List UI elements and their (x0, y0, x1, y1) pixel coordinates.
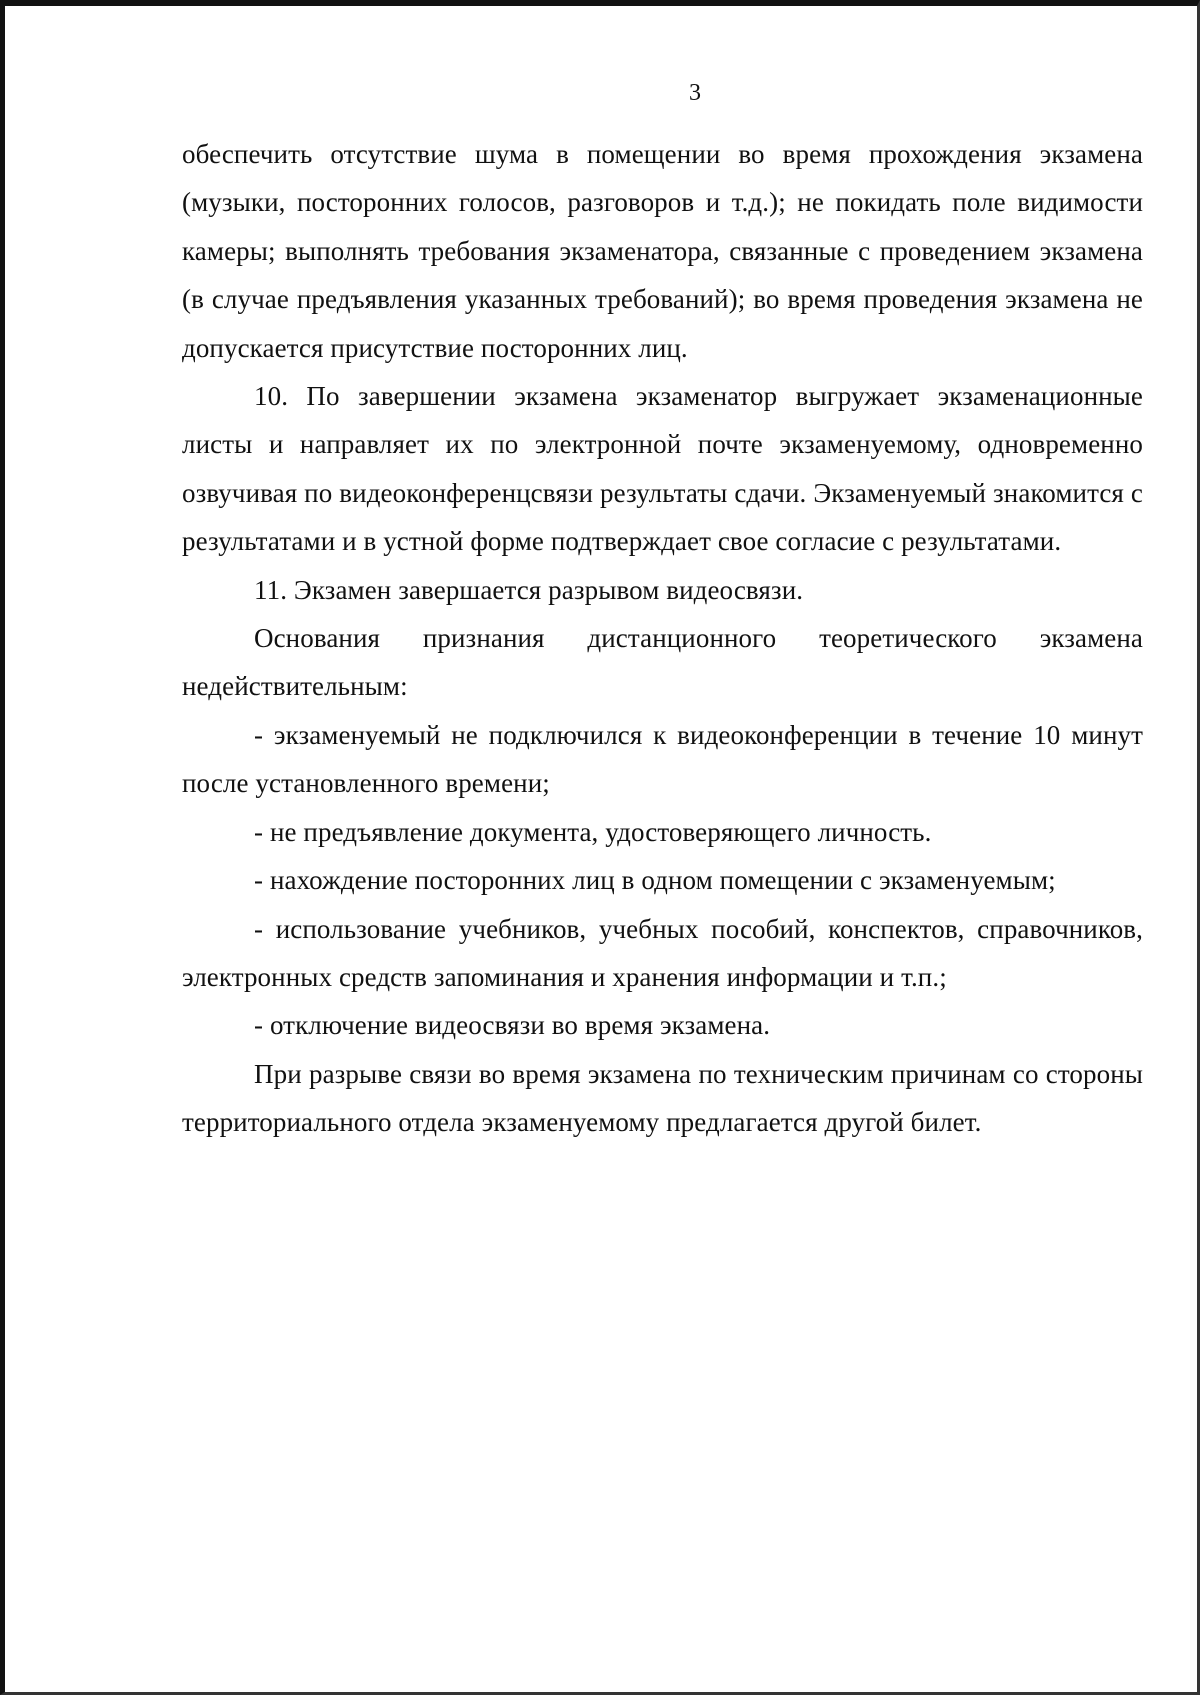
paragraph-item-10: 10. По завершении экзамена экзаменатор выгружает экзаменационные листы и направляет их по электронной почте экзаменуемому, одновременно озвучивая по видеоконференцсвязи результаты сдачи. Экзаменуемый знакомится с результатами и в устной форме подтверждает свое согласие с результатами. (182, 381, 1143, 557)
list-item-no-connection: - экзаменуемый не подключился к видеоконференции в течение 10 минут после установленного времени; (182, 719, 1143, 799)
list-item-materials: - использование учебников, учебных пособий, конспектов, справочников, электронных средств запоминания и хранения информации и т.п.; (182, 913, 1143, 992)
paragraph-connection-loss: При разрыве связи во время экзамена по техническим причинам со стороны территориального отдела экзаменуемому предлагается другой билет. (182, 1058, 1143, 1138)
document-body (182, 130, 1143, 1147)
page-number: 3 (689, 80, 701, 106)
paragraph-exam-requirements: обеспечить отсутствие шума в помещении во время прохождения экзамена (музыки, посторонних голосов, разговоров и т.д.); не покидать поле видимости камеры; выполнять требования экзаменатора, связанные с проведением экзамена (в случае предъявления указанных требований); во время проведения экзамена не допускается присутствие посторонних лиц. (182, 139, 1143, 363)
list-item-outsiders: - нахождение посторонних лиц в одном помещении с экзаменуемым; (254, 865, 1056, 896)
list-item-no-id: - не предъявление документа, удостоверяющего личность. (254, 816, 932, 847)
paragraph-item-11: 11. Экзамен завершается разрывом видеосвязи. (254, 574, 804, 605)
paragraph-invalidation-grounds: Основания признания дистанционного теоретического экзамена недействительным: (182, 623, 1143, 702)
list-item-video-off: - отключение видеосвязи во время экзамена. (254, 1010, 771, 1041)
